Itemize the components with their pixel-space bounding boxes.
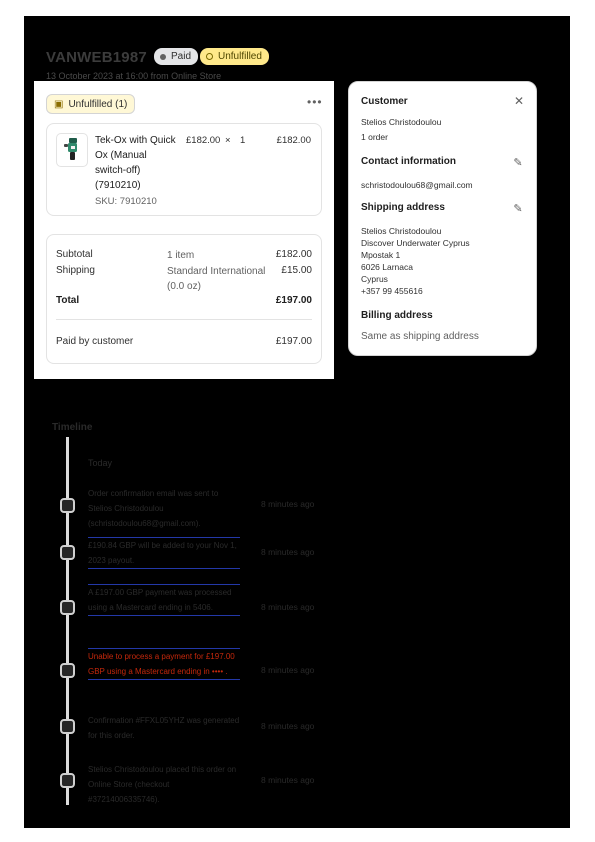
contact-heading: Contact information [361, 156, 456, 167]
package-icon: ▣ [54, 98, 64, 110]
timeline-event-text[interactable]: £190.84 GBP will be added to your Nov 1, 2023 payout. [88, 537, 240, 569]
shipping-line: Stelios Christodoulou [361, 226, 442, 236]
total-value: £197.00 [275, 295, 312, 306]
timeline-event-text[interactable]: A £197.00 GBP payment was processed using a Mastercard ending in 5406. [88, 584, 240, 616]
timeline-node-icon [60, 773, 75, 788]
billing-address-value: Same as shipping address [361, 331, 479, 342]
product-image-icon [61, 137, 83, 163]
timeline-line [66, 437, 69, 805]
shipping-line: Discover Underwater Cyprus [361, 238, 470, 248]
shipping-value: £15.00 [281, 265, 312, 276]
customer-card [348, 81, 537, 356]
close-icon[interactable]: ✕ [513, 94, 524, 108]
unit-price: £182.00 [186, 135, 221, 146]
paid-by-customer-label: Paid by customer [56, 336, 134, 347]
timeline-node-icon [60, 600, 75, 615]
customer-email-link[interactable]: schristodoulou68@gmail.com [361, 180, 473, 190]
product-sku: SKU: 7910210 [95, 196, 157, 207]
timeline-node-icon [60, 545, 75, 560]
order-page [24, 16, 570, 828]
timeline-node-icon [60, 719, 75, 734]
timeline-event-time: 8 minutes ago [261, 665, 315, 675]
order-details-card [34, 81, 334, 379]
payment-status-label: Paid [171, 51, 192, 62]
edit-contact-pencil-icon[interactable]: ✎ [513, 156, 523, 169]
payment-status-badge [154, 48, 198, 65]
summary-divider [56, 319, 312, 320]
order-number: VANWEB1987 [46, 49, 147, 66]
timeline-event-time: 8 minutes ago [261, 775, 315, 785]
timeline-event-text: Stelios Christodoulou placed this order on Online Store (checkout #37214006335746). [88, 765, 237, 804]
timeline-event-time: 8 minutes ago [261, 721, 315, 731]
more-horizontal-icon[interactable]: ••• [307, 95, 323, 109]
customer-name-link[interactable]: Stelios Christodoulou [361, 117, 442, 127]
fulfillment-status-label: Unfulfilled [218, 51, 262, 62]
timeline-today-label: Today [88, 458, 113, 468]
timeline-event-text[interactable]: Unable to process a payment for £197.00 GBP using a Mastercard ending in •••• . [88, 648, 240, 680]
timeline-event-time: 8 minutes ago [261, 547, 315, 557]
fulfillment-status-badge [200, 48, 269, 65]
product-thumbnail[interactable] [56, 133, 88, 167]
timeline-event-time: 8 minutes ago [261, 499, 315, 509]
shipping-line: +357 99 455616 [361, 286, 423, 296]
timeline-event-text: Order confirmation email was sent to Stelios Christodoulou (schristodoulou68@gmail.com). [88, 489, 219, 528]
paid-by-customer-value: £197.00 [275, 336, 312, 347]
status-dot-icon [160, 54, 166, 60]
quantity: 1 [240, 135, 246, 146]
shipping-line: 6026 Larnaca [361, 262, 413, 272]
line-item [46, 123, 322, 216]
subtotal-label: Subtotal [56, 249, 93, 260]
shipping-method: Standard International (0.0 oz) [167, 266, 266, 292]
status-ring-icon [206, 53, 213, 60]
shipping-line: Cyprus [361, 274, 388, 284]
line-total: £182.00 [276, 135, 311, 146]
unfulfilled-chip-label: Unfulfilled (1) [68, 98, 128, 110]
shipping-line: Mpostak 1 [361, 250, 401, 260]
timeline-event-time: 8 minutes ago [261, 602, 315, 612]
timeline-event-text: Confirmation #FFXL05YHZ was generated for this order. [88, 716, 240, 740]
payment-summary [46, 234, 322, 364]
customer-order-count[interactable]: 1 order [361, 132, 388, 142]
shipping-label: Shipping [56, 265, 95, 276]
timeline-node-icon [60, 663, 75, 678]
subtotal-value: £182.00 [275, 249, 312, 260]
multiply-sign: × [225, 135, 231, 146]
product-name-link[interactable]: Tek-Ox with Quick Ox (Manual switch-off) (7910210) [95, 135, 176, 191]
customer-heading: Customer [361, 96, 408, 107]
order-subtitle: 13 October 2023 at 16:00 from Online Store [46, 71, 222, 81]
edit-shipping-pencil-icon[interactable]: ✎ [513, 202, 523, 215]
billing-address-heading: Billing address [361, 310, 433, 321]
timeline-title: Timeline [52, 422, 93, 433]
total-label: Total [56, 295, 80, 306]
shipping-address-heading: Shipping address [361, 202, 445, 213]
subtotal-items: 1 item [167, 250, 195, 261]
unfulfilled-chip [46, 94, 135, 114]
timeline-node-icon [60, 498, 75, 513]
